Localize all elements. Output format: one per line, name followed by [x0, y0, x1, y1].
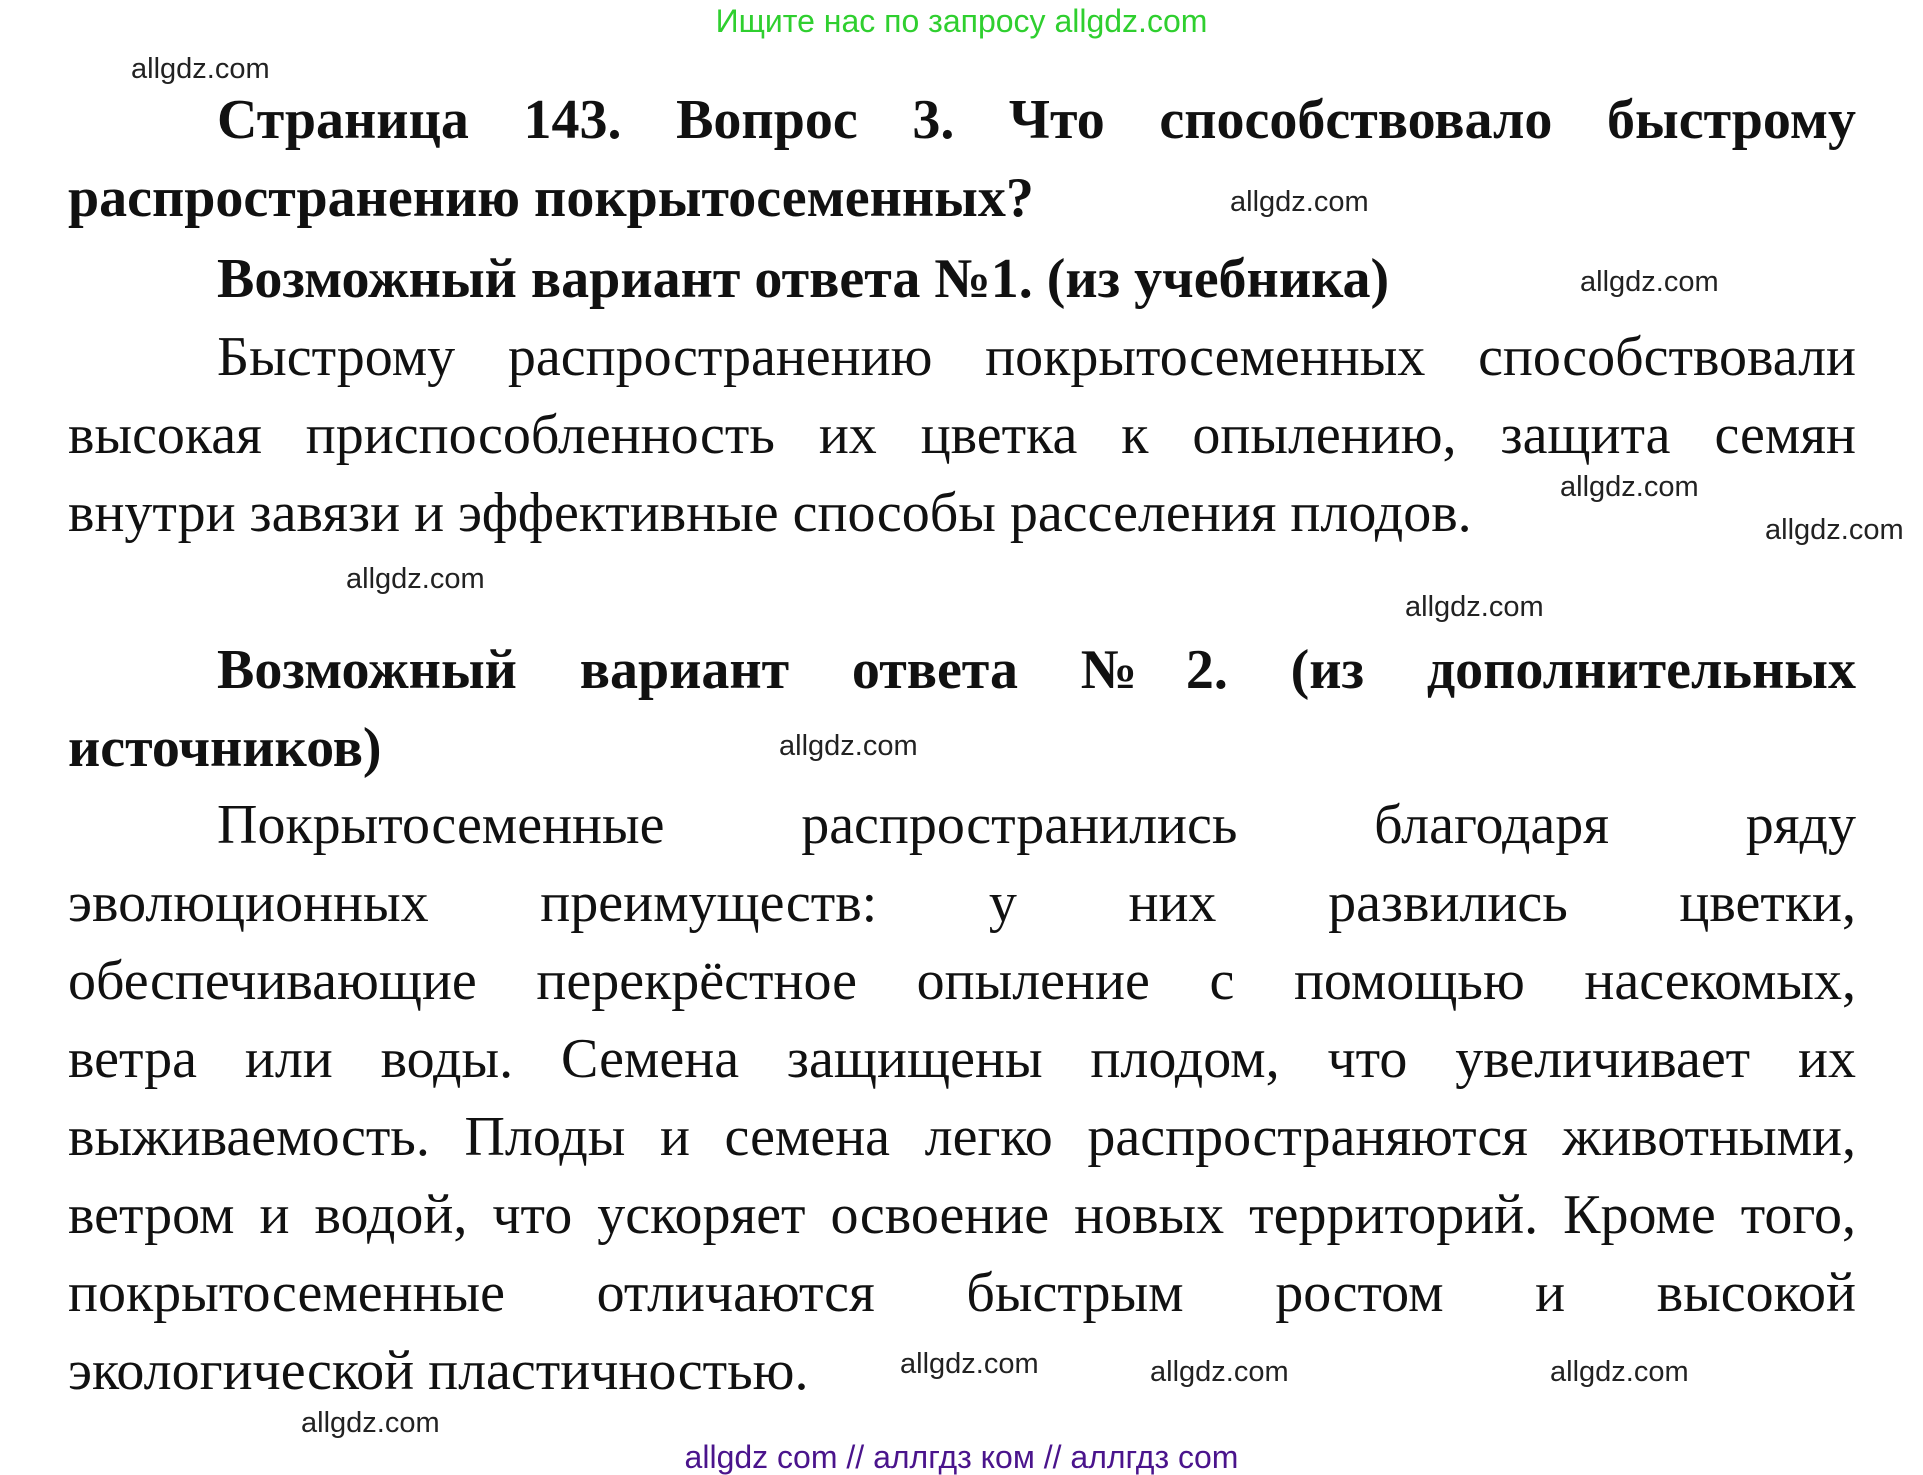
watermark: allgdz.com: [900, 1348, 1039, 1380]
answer1-line: высокая приспособленность их цветка к опылению, защита семян: [68, 404, 1856, 466]
question-line: Страница 143. Вопрос 3. Что способствовало быстрому: [217, 89, 1856, 151]
question-line: распространению покрытосеменных?: [68, 167, 1034, 229]
watermark: allgdz.com: [346, 563, 485, 595]
answer2-heading: источников): [68, 717, 382, 779]
watermark: allgdz.com: [131, 53, 270, 85]
header-banner: Ищите нас по запросу allgdz.com: [715, 3, 1208, 39]
answer2-heading: Возможный вариант ответа №2. (из дополнительных: [217, 639, 1856, 701]
answer2-line: экологической пластичностью.: [68, 1340, 809, 1402]
answer2-line: Покрытосеменные распространились благодаря ряду: [217, 794, 1856, 856]
answer2-line: ветра или воды. Семена защищены плодом, что увеличивает их: [68, 1028, 1856, 1090]
answer2-heading-block: [68, 631, 1856, 787]
watermark: allgdz.com: [1765, 514, 1904, 546]
watermark: allgdz.com: [1580, 266, 1719, 298]
answer2-line: покрытосеменные отличаются быстрым ростом и высокой: [68, 1262, 1856, 1324]
watermark: allgdz.com: [1550, 1356, 1689, 1388]
answer2-line: эволюционных преимуществ: у них развились цветки,: [68, 872, 1856, 934]
answer1-heading: Возможный вариант ответа №1. (из учебника): [217, 248, 1390, 310]
watermark: allgdz.com: [301, 1407, 440, 1439]
watermark: allgdz.com: [1560, 471, 1699, 503]
answer2-text: [68, 786, 1856, 1410]
footer-banner: allgdz com // аллгдз ком // аллгдз com: [684, 1439, 1239, 1475]
watermark: allgdz.com: [1405, 591, 1544, 623]
watermark: allgdz.com: [1230, 186, 1369, 218]
watermark: allgdz.com: [779, 730, 918, 762]
answer2-line: выживаемость. Плоды и семена легко распространяются животными,: [68, 1106, 1856, 1168]
answer2-line: обеспечивающие перекрёстное опыление с помощью насекомых,: [68, 950, 1856, 1012]
question-title: [68, 81, 1856, 237]
answer2-line: ветром и водой, что ускоряет освоение новых территорий. Кроме того,: [68, 1184, 1856, 1246]
answer1-line: Быстрому распространению покрытосеменных способствовали: [217, 326, 1856, 388]
answer1-line: внутри завязи и эффективные способы расселения плодов.: [68, 482, 1472, 544]
watermark: allgdz.com: [1150, 1356, 1289, 1388]
answer1-text: [68, 318, 1856, 552]
